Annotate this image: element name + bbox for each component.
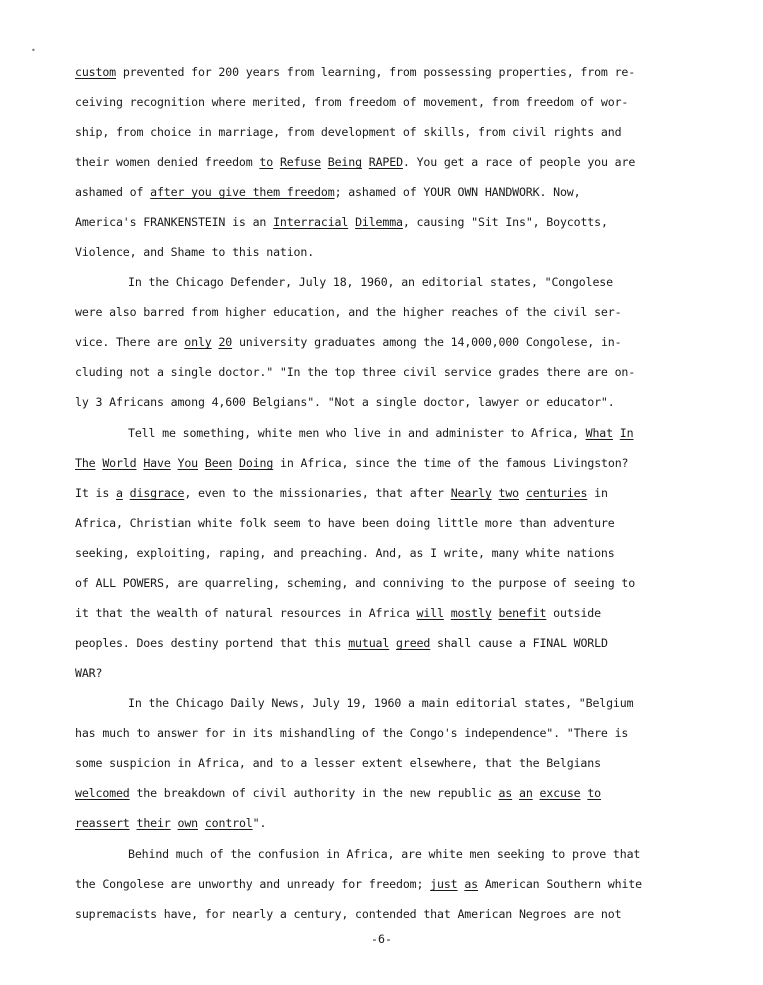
text-line (128, 839, 763, 869)
text-run: Africa, Christian white folk seem to have been doing little more than adventure (75, 516, 615, 530)
text-run: university graduates among the 14,000,000 Congolese, in- (232, 335, 622, 349)
text-run: Behind much of the confusion in Africa, are white men seeking to prove that (128, 847, 641, 861)
text-run: ". (252, 816, 267, 830)
underlined-text: Been (204, 456, 233, 470)
text-run: it that the wealth of natural resources in Africa (75, 606, 417, 620)
text-line (75, 598, 715, 628)
text-line (75, 869, 715, 899)
underlined-text: control (204, 816, 253, 830)
text-line (128, 267, 763, 297)
text-line (75, 297, 715, 327)
underlined-text: to (587, 786, 601, 800)
text-run: ship, from choice in marriage, from development of skills, from civil rights and (75, 125, 622, 139)
scan-mark: • (31, 46, 36, 55)
underlined-text: In (619, 426, 634, 440)
text-run: In the Chicago Defender, July 18, 1960, an editorial states, "Congolese (128, 275, 613, 289)
text-line (75, 57, 715, 87)
text-run: some suspicion in Africa, and to a lesser extent elsewhere, that the Belgians (75, 756, 601, 770)
text-line (75, 147, 715, 177)
text-run: WAR? (75, 666, 103, 680)
text-line (75, 117, 715, 147)
underlined-text: greed (396, 636, 431, 650)
text-line (75, 327, 715, 357)
underlined-text: to (259, 155, 274, 169)
text-line (75, 658, 715, 688)
underlined-text: Refuse (279, 155, 321, 169)
text-line (128, 418, 763, 448)
text-line (75, 207, 715, 237)
underlined-text: as (464, 877, 479, 891)
text-line (75, 628, 715, 658)
text-run: ashamed of (75, 185, 151, 199)
text-line (128, 688, 763, 718)
text-run (123, 486, 130, 500)
underlined-text: mostly (450, 606, 492, 620)
text-line (75, 778, 715, 808)
text-line (75, 87, 715, 117)
underlined-text: Have (143, 456, 171, 470)
underlined-text: benefit (498, 606, 547, 620)
underlined-text: will (416, 606, 444, 620)
text-run: in (587, 486, 608, 500)
underlined-text: disgrace (129, 486, 185, 500)
text-run (198, 816, 205, 830)
text-run: ly 3 Africans among 4,600 Belgians". "Not a single doctor, lawyer or educator". (75, 395, 615, 409)
underlined-text: Interracial (273, 215, 349, 229)
text-run (512, 786, 519, 800)
underlined-text: own (177, 816, 198, 830)
text-run: . You get a race of people you are (402, 155, 636, 169)
text-run: the breakdown of civil authority in the new republic (129, 786, 499, 800)
underlined-text: their (136, 816, 171, 830)
underlined-text: welcomed (75, 786, 130, 800)
text-line (75, 357, 715, 387)
text-run (492, 486, 499, 500)
text-line (75, 177, 715, 207)
text-line (75, 237, 715, 267)
text-run: of ALL POWERS, are quarreling, scheming, and conniving to the purpose of seeing to (75, 576, 636, 590)
text-run: peoples. Does destiny portend that this (75, 636, 349, 650)
text-run (273, 155, 280, 169)
text-run: vice. There are (75, 335, 185, 349)
text-run (444, 606, 451, 620)
text-line (75, 568, 715, 598)
text-run (492, 606, 499, 620)
underlined-text: an (518, 786, 533, 800)
underlined-text: reassert (75, 816, 130, 830)
text-run (613, 426, 620, 440)
text-run (362, 155, 369, 169)
text-run (519, 486, 526, 500)
underlined-text: centuries (525, 486, 588, 500)
text-run: the Congolese are unworthy and unready for freedom; (75, 877, 431, 891)
text-run (198, 456, 205, 470)
underlined-text: as (498, 786, 513, 800)
text-line (75, 478, 715, 508)
text-line (75, 448, 715, 478)
underlined-text: just (430, 877, 458, 891)
text-run: cluding not a single doctor." "In the top three civil service grades there are on- (75, 365, 636, 379)
text-run (232, 456, 239, 470)
text-run (533, 786, 540, 800)
text-run (171, 456, 178, 470)
text-run: , even to the missionaries, that after (184, 486, 451, 500)
text-run: seeking, exploiting, raping, and preaching. And, as I write, many white nations (75, 546, 615, 560)
text-line (75, 808, 715, 838)
text-line (75, 718, 715, 748)
underlined-text: The (75, 456, 96, 470)
underlined-text: Being (327, 155, 362, 169)
text-run: It is (75, 486, 116, 500)
underlined-text: Dilemma (355, 215, 403, 229)
underlined-text: after you give them freedom (150, 185, 335, 199)
underlined-text: mutual (348, 636, 390, 650)
text-line (75, 508, 715, 538)
text-run: were also barred from higher education, and the higher reaches of the civil ser- (75, 305, 622, 319)
text-run: Violence, and Shame to this nation. (75, 245, 315, 259)
text-run: shall cause a FINAL WORLD (430, 636, 608, 650)
underlined-text: custom (75, 65, 116, 79)
text-line (75, 748, 715, 778)
underlined-text: a (115, 486, 123, 500)
underlined-text: only (184, 335, 212, 349)
page-number: -6- (371, 932, 392, 946)
underlined-text: Nearly (450, 486, 492, 500)
text-run: has much to answer for in its mishandling of the Congo's independence". "There is (75, 726, 629, 740)
text-run: ceiving recognition where merited, from freedom of movement, from freedom of wor- (75, 95, 629, 109)
text-run: supremacists have, for nearly a century, contended that American Negroes are not (75, 907, 622, 921)
underlined-text: excuse (539, 786, 581, 800)
text-run: In the Chicago Daily News, July 19, 1960 a main editorial states, "Belgium (128, 696, 634, 710)
text-run: in Africa, since the time of the famous Livingston? (273, 456, 629, 470)
text-run: , causing "Sit Ins", Boycotts, (402, 215, 608, 229)
text-run (321, 155, 328, 169)
text-run: Tell me something, white men who live in and administer to Africa, (128, 426, 586, 440)
underlined-text: two (498, 486, 520, 500)
text-run: outside (546, 606, 601, 620)
underlined-text: You (177, 456, 199, 470)
text-run: prevented for 200 years from learning, from possessing properties, from re- (115, 65, 636, 79)
underlined-text: RAPED (368, 155, 403, 169)
underlined-text: 20 (218, 335, 233, 349)
underlined-text: Doing (239, 456, 274, 470)
text-line (75, 387, 715, 417)
underlined-text: World (102, 456, 137, 470)
underlined-text: What (585, 426, 613, 440)
text-run: America's FRANKENSTEIN is an (75, 215, 274, 229)
text-run: American Southern white (478, 877, 642, 891)
text-line (75, 538, 715, 568)
text-run (389, 636, 396, 650)
text-line (75, 899, 715, 929)
text-run: their women denied freedom (75, 155, 260, 169)
text-run: ; ashamed of YOUR OWN HANDWORK. Now, (334, 185, 581, 199)
